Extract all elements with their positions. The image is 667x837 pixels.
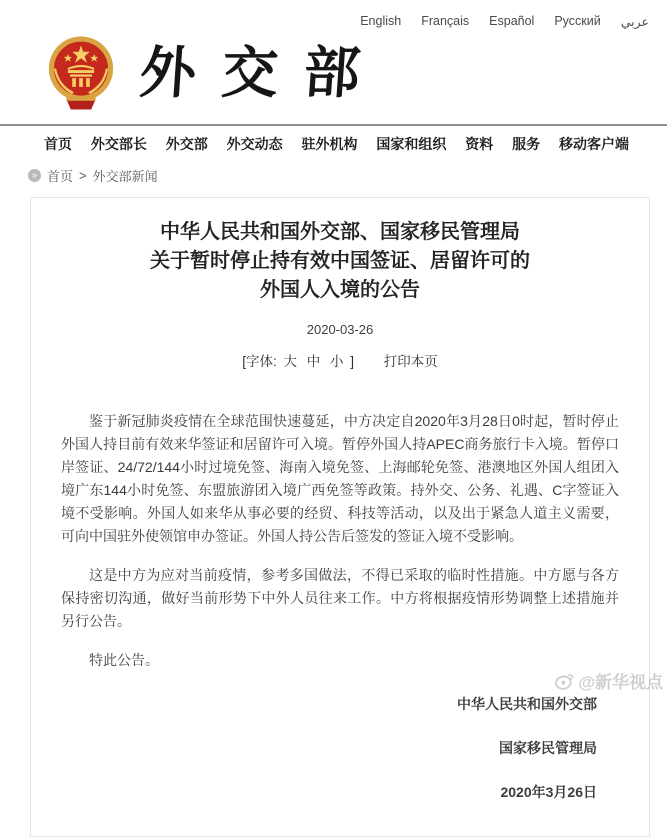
lang-link-francais[interactable]: Français — [421, 14, 470, 28]
signature-mfa: 中华人民共和国外交部 — [457, 696, 597, 712]
article-title-line-1: 中华人民共和国外交部、国家移民管理局 — [160, 221, 520, 243]
breadcrumb-marker-icon: » — [28, 169, 41, 182]
nav-item-activities[interactable]: 外交动态 — [226, 136, 283, 152]
nav-item-countries[interactable]: 国家和组织 — [376, 136, 447, 152]
font-size-medium-button[interactable]: 中 — [306, 354, 321, 369]
article-paragraph: 鉴于新冠肺炎疫情在全球范围快速蔓延，中方决定自2020年3月28日0时起，暂时停止外国人持目前有效来华签证和居留许可入境。暂停外国人持APEC商务旅行卡入境。暂停口岸签证、24/72/144小时过境免签、海南入境免签、上海邮轮免签、港澳地区外国人组团入境广东144小时免签、东盟旅游团入境广西免签等政策。持外交、公务、礼遇、C字签证入境不受影响。外国人如来华从事必要的经贸、科技等活动，以及出于紧急人道主义需要，可向中国驻外使领馆申办签证。外国人持公告后签发的签证入境不受影响。 — [61, 413, 619, 544]
lang-link-arabic[interactable]: عربي — [620, 14, 649, 29]
nav-item-services[interactable]: 服务 — [512, 136, 541, 152]
national-emblem-icon — [44, 35, 118, 111]
nav-item-mobile[interactable]: 移动客户端 — [559, 136, 629, 152]
font-size-controls — [61, 350, 619, 370]
font-size-small-button[interactable]: 小 — [330, 354, 344, 369]
signature-nia: 国家移民管理局 — [499, 740, 597, 756]
article-title — [61, 218, 619, 305]
nav-item-resources[interactable]: 资料 — [465, 136, 494, 152]
article-body — [61, 410, 619, 672]
article-title-line-2: 关于暂时停止持有效中国签证、居留许可的 — [150, 250, 530, 272]
logo-calligraphy-text: 外交部 — [137, 40, 389, 106]
font-size-label-suffix: ] — [350, 354, 355, 369]
language-bar — [0, 0, 667, 30]
lang-link-english[interactable]: English — [360, 14, 402, 28]
article-container — [30, 197, 650, 837]
font-size-label-prefix: [字体: — [242, 354, 277, 369]
font-size-large-button[interactable]: 大 — [283, 354, 297, 369]
breadcrumb — [0, 160, 667, 193]
breadcrumb-separator: > — [79, 168, 87, 183]
site-logo[interactable] — [0, 32, 667, 114]
nav-item-missions[interactable]: 驻外机构 — [301, 136, 358, 152]
print-page-button[interactable]: 打印本页 — [383, 354, 438, 369]
article-paragraph: 这是中方为应对当前疫情，参考多国做法，不得已采取的临时性措施。中方愿与各方保持密切沟通，做好当前形势下中外人员往来工作。中方将根据疫情形势调整上述措施并另行公告。 — [61, 567, 619, 629]
watermark-text: @新华视点 — [578, 673, 663, 692]
nav-item-minister[interactable]: 外交部长 — [90, 136, 147, 152]
signature-block — [61, 694, 619, 802]
main-navigation — [0, 124, 667, 160]
breadcrumb-current-link[interactable]: 外交部新闻 — [92, 169, 158, 184]
lang-link-russian[interactable]: Русский — [554, 14, 601, 28]
article-title-line-3: 外国人入境的公告 — [260, 279, 420, 301]
lang-link-espanol[interactable]: Español — [489, 14, 535, 28]
article-date: 2020-03-26 — [306, 322, 374, 337]
signature-date: 2020年3月26日 — [500, 784, 597, 800]
nav-item-ministry[interactable]: 外交部 — [165, 136, 208, 152]
nav-item-home[interactable]: 首页 — [44, 136, 72, 152]
breadcrumb-home-link[interactable]: 首页 — [47, 169, 74, 184]
article-paragraph: 特此公告。 — [89, 652, 159, 668]
